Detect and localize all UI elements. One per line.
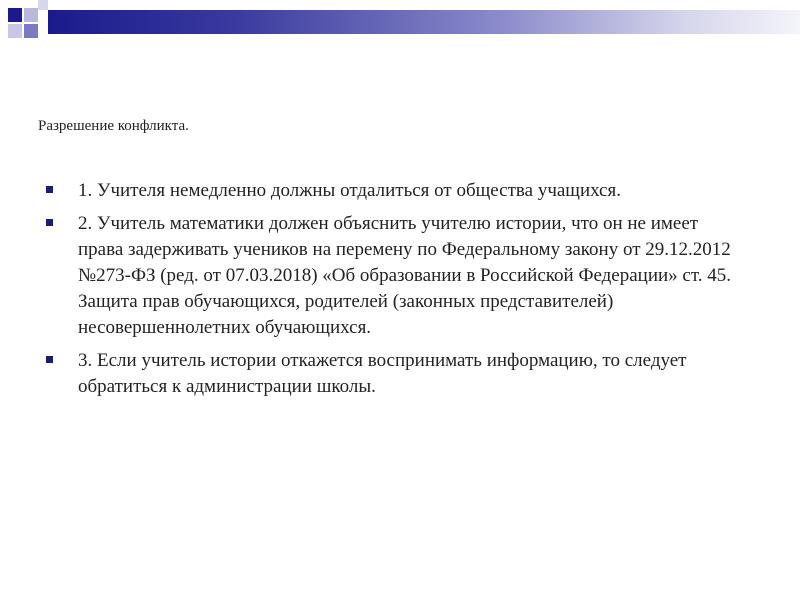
slide-title: Разрешение конфликта. — [38, 118, 189, 134]
bullet-square-icon — [46, 356, 53, 363]
list-item — [46, 348, 746, 400]
header-square-small — [38, 0, 48, 10]
bullet-square-icon — [46, 219, 53, 226]
list-item-text: 3. Если учитель истории откажется воспринимать информацию, то следует обратиться к администрации школы. — [78, 350, 687, 397]
header-gradient-bar — [48, 10, 800, 34]
header-decoration — [0, 0, 800, 48]
header-square-mid — [8, 24, 22, 38]
bullet-list — [46, 178, 746, 407]
header-square-mid-2 — [24, 24, 38, 38]
list-item — [46, 211, 746, 341]
header-square-light — [24, 8, 38, 22]
header-square-dark — [8, 8, 22, 22]
bullet-square-icon — [46, 186, 53, 193]
list-item-text: 2. Учитель математики должен объяснить учителю истории, что он не имеет права задерживать учеников на перемену по Федеральному закону от 29.12.2012 №273-ФЗ (ред. от 07.03.2018) «Об образовании в Российской Федерации» ст. 45. Защита прав обучающихся, родителей (законных представителей) несовершеннолетних обучающихся. — [78, 213, 731, 338]
list-item-text: 1. Учителя немедленно должны отдалиться от общества учащихся. — [78, 180, 621, 201]
list-item — [46, 178, 746, 204]
